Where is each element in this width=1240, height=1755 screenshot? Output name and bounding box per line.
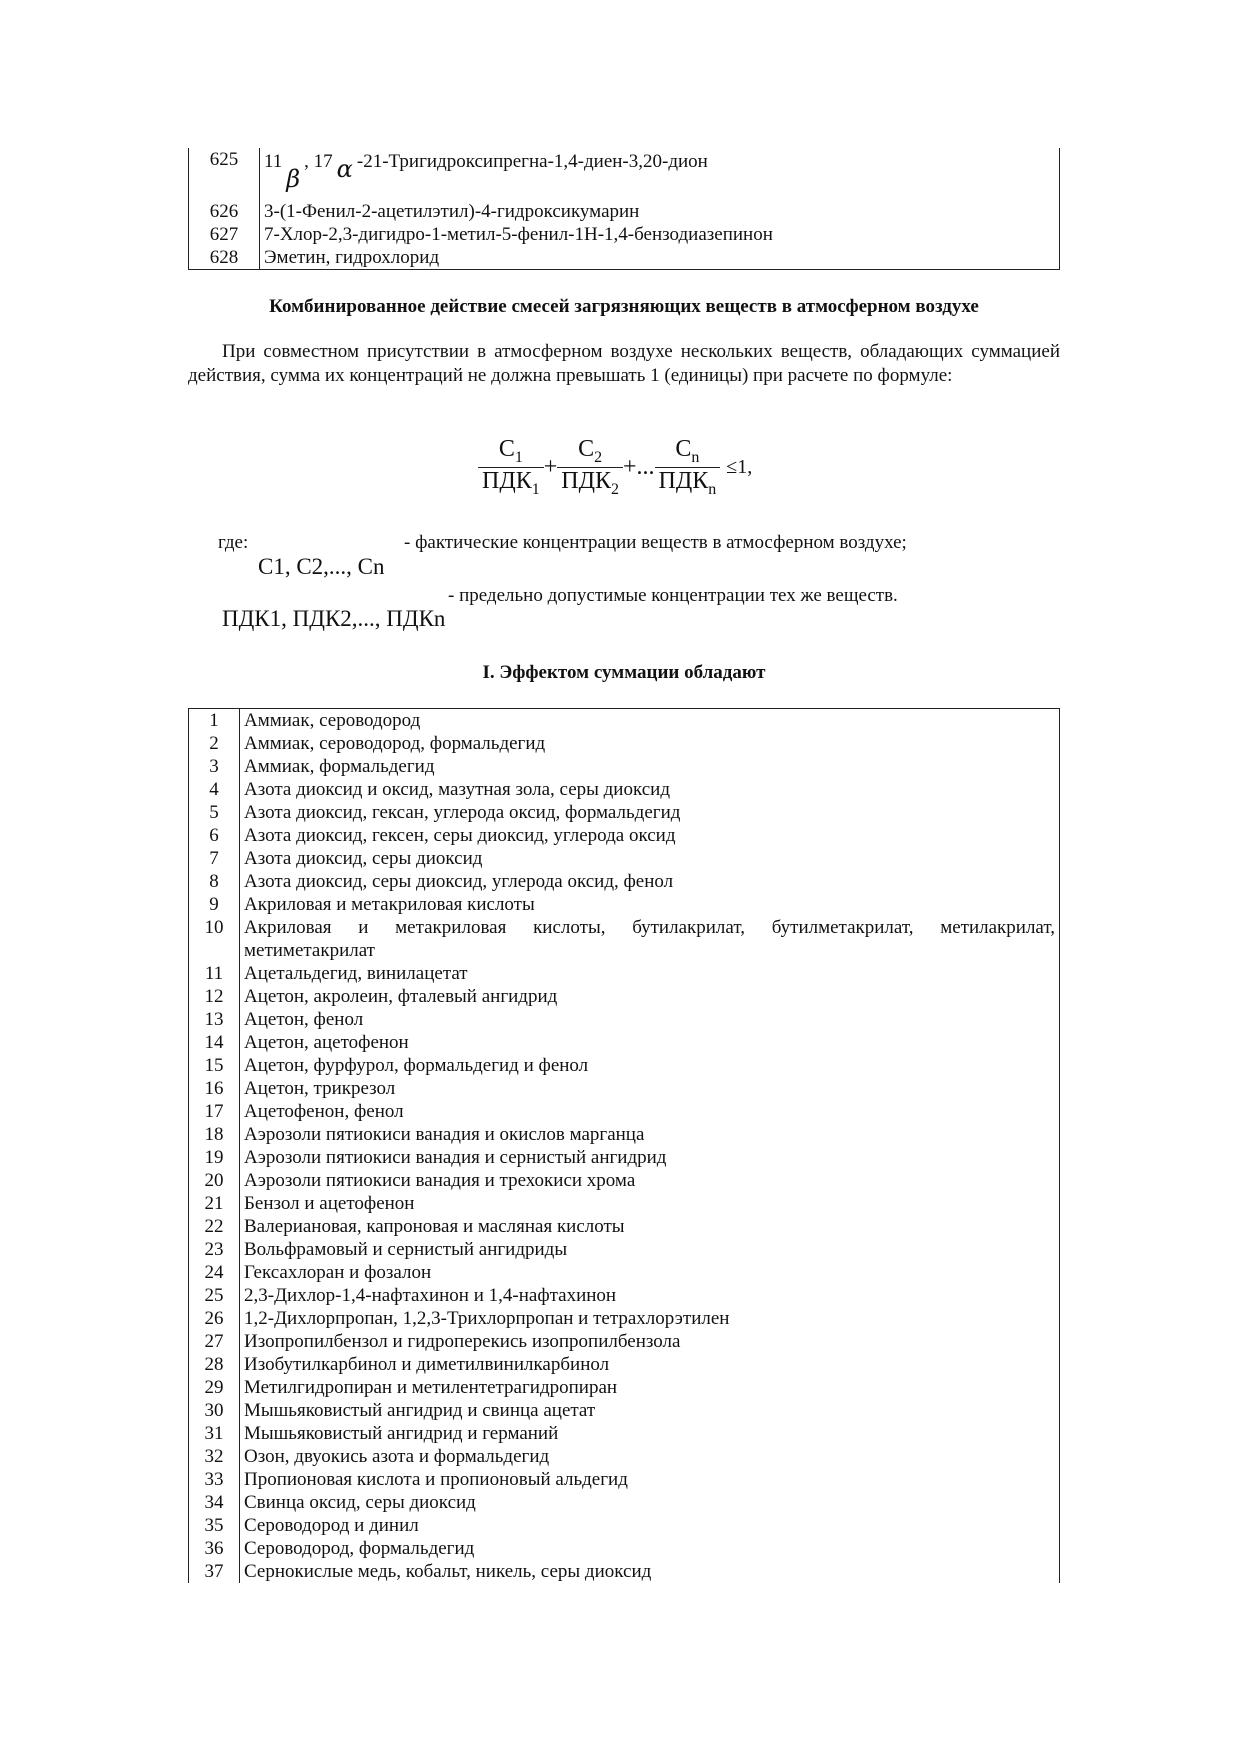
plus-sign: + bbox=[543, 453, 558, 480]
row-number: 12 bbox=[189, 985, 240, 1008]
plus-ellipsis: +... bbox=[622, 453, 655, 480]
row-number: 6 bbox=[189, 824, 240, 847]
substance-name bbox=[260, 148, 1060, 200]
substance-name: Озон, двуокись азота и формальдегид bbox=[244, 1446, 550, 1467]
table-row bbox=[189, 1422, 1060, 1445]
row-number: 23 bbox=[189, 1238, 240, 1261]
row-number: 627 bbox=[189, 223, 260, 246]
table-row bbox=[189, 709, 1060, 733]
table-row bbox=[189, 1192, 1060, 1215]
substance-name: Бензол и ацетофенон bbox=[244, 1193, 415, 1214]
substance-name: Ацетон, трикрезол bbox=[244, 1078, 396, 1099]
row-number: 27 bbox=[189, 1330, 240, 1353]
row-number: 628 bbox=[189, 246, 260, 270]
row-number: 16 bbox=[189, 1077, 240, 1100]
pdk-symbol: ПДК bbox=[658, 467, 709, 494]
table-row bbox=[189, 1031, 1060, 1054]
row-number: 626 bbox=[189, 200, 260, 223]
row-number: 37 bbox=[189, 1560, 240, 1583]
table-row bbox=[189, 1284, 1060, 1307]
table-row bbox=[189, 148, 1060, 200]
row-number: 22 bbox=[189, 1215, 240, 1238]
table-row bbox=[189, 1445, 1060, 1468]
text-part: , 17 bbox=[304, 151, 333, 172]
table-row bbox=[189, 801, 1060, 824]
table-row bbox=[189, 1238, 1060, 1261]
row-number: 20 bbox=[189, 1169, 240, 1192]
substance-name: Изобутилкарбинол и диметилвинилкарбинол bbox=[244, 1354, 610, 1375]
c-symbol: C bbox=[578, 436, 595, 462]
substance-name: Ацетон, фенол bbox=[244, 1009, 364, 1030]
table-row bbox=[189, 847, 1060, 870]
subheading: I. Эффектом суммации обладают bbox=[482, 662, 766, 683]
substances-table-continued bbox=[188, 148, 1060, 270]
substance-name: Азота диоксид, гексен, серы диоксид, углерода оксид bbox=[244, 825, 676, 846]
table-row bbox=[189, 755, 1060, 778]
substance-name: Сероводород, формальдегид bbox=[244, 1538, 475, 1559]
row-number: 15 bbox=[189, 1054, 240, 1077]
substance-name: 7-Хлор-2,3-дигидро-1-метил-5-фенил-1H-1,4-бензодиазепинон bbox=[264, 224, 773, 245]
substance-name: Азота диоксид, серы диоксид bbox=[244, 848, 483, 869]
row-number: 34 bbox=[189, 1491, 240, 1514]
substance-name: Мышьяковистый ангидрид и германий bbox=[244, 1423, 559, 1444]
row-number: 35 bbox=[189, 1514, 240, 1537]
table-row bbox=[189, 1468, 1060, 1491]
substance-name: Мышьяковистый ангидрид и свинца ацетат bbox=[244, 1400, 596, 1421]
substance-name: 3-(1-Фенил-2-ацетилэтил)-4-гидроксикумарин bbox=[264, 201, 640, 222]
table-row bbox=[189, 1054, 1060, 1077]
alpha-symbol: α bbox=[336, 155, 353, 183]
pdk-symbol: ПДК bbox=[561, 467, 611, 494]
c-list: C1, C2,..., Cn bbox=[258, 554, 385, 579]
table-row bbox=[189, 1100, 1060, 1123]
substance-name: Ацетальдегид, винилацетат bbox=[244, 963, 468, 984]
substance-name: 1,2-Дихлорпропан, 1,2,3-Трихлорпропан и тетрахлорэтилен bbox=[244, 1308, 730, 1329]
table-row bbox=[189, 1169, 1060, 1192]
table-row bbox=[189, 985, 1060, 1008]
table-row bbox=[189, 1008, 1060, 1031]
table-row bbox=[189, 1261, 1060, 1284]
row-number: 32 bbox=[189, 1445, 240, 1468]
table-row bbox=[189, 824, 1060, 847]
substance-name: Гексахлоран и фозалон bbox=[244, 1262, 432, 1283]
substance-name: Азота диоксид, гексан, углерода оксид, формальдегид bbox=[244, 802, 681, 823]
pdk-list: ПДК1, ПДК2,..., ПДКn bbox=[222, 606, 446, 631]
table-row bbox=[189, 1215, 1060, 1238]
subscript: 1 bbox=[531, 480, 540, 498]
pdk-description: - предельно допустимые концентрации тех же веществ. bbox=[448, 585, 898, 606]
table-row bbox=[189, 916, 1060, 962]
substance-name: Азота диоксид и оксид, мазутная зола, серы диоксид bbox=[244, 779, 670, 800]
substance-name: Метилгидропиран и метилентетрагидропиран bbox=[244, 1377, 618, 1398]
row-number: 13 bbox=[189, 1008, 240, 1031]
table-row bbox=[189, 1560, 1060, 1583]
row-number: 26 bbox=[189, 1307, 240, 1330]
row-number: 36 bbox=[189, 1537, 240, 1560]
table-row bbox=[189, 1146, 1060, 1169]
substance-name: Ацетон, ацетофенон bbox=[244, 1032, 409, 1053]
table-row bbox=[189, 223, 1060, 246]
row-number: 30 bbox=[189, 1399, 240, 1422]
row-number: 7 bbox=[189, 847, 240, 870]
pdk-symbol: ПДК bbox=[482, 467, 532, 494]
row-number: 8 bbox=[189, 870, 240, 893]
substance-name: Акриловая и метакриловая кислоты bbox=[244, 894, 535, 915]
table-row bbox=[189, 1491, 1060, 1514]
summation-formula bbox=[478, 436, 752, 499]
beta-symbol: β bbox=[286, 165, 301, 193]
table-row bbox=[189, 778, 1060, 801]
table-row bbox=[189, 200, 1060, 223]
substance-name: Ацетон, акролеин, фталевый ангидрид bbox=[244, 986, 558, 1007]
row-number: 17 bbox=[189, 1100, 240, 1123]
table-row bbox=[189, 1376, 1060, 1399]
row-number: 24 bbox=[189, 1261, 240, 1284]
substance-name: Сероводород и динил bbox=[244, 1515, 419, 1536]
row-number: 18 bbox=[189, 1123, 240, 1146]
row-number: 3 bbox=[189, 755, 240, 778]
row-number: 1 bbox=[189, 709, 240, 733]
row-number: 28 bbox=[189, 1353, 240, 1376]
table-row bbox=[189, 962, 1060, 985]
subscript: 2 bbox=[610, 480, 619, 498]
fraction-n bbox=[655, 436, 721, 499]
row-number: 31 bbox=[189, 1422, 240, 1445]
fraction-2 bbox=[557, 436, 623, 499]
substance-name: Азота диоксид, серы диоксид, углерода оксид, фенол bbox=[244, 871, 674, 892]
row-number: 5 bbox=[189, 801, 240, 824]
substance-name: Изопропилбензол и гидроперекись изопропилбензола bbox=[244, 1331, 681, 1352]
fraction-1 bbox=[478, 436, 544, 499]
substance-name: Аммиак, сероводород bbox=[244, 710, 421, 731]
c-symbol: C bbox=[498, 436, 515, 462]
table-row bbox=[189, 870, 1060, 893]
table-row bbox=[189, 893, 1060, 916]
row-number: 14 bbox=[189, 1031, 240, 1054]
substance-name: Сернокислые медь, кобальт, никель, серы диоксид bbox=[244, 1561, 652, 1582]
subscript: 2 bbox=[594, 448, 603, 466]
table-row bbox=[189, 1537, 1060, 1560]
substance-name: Свинца оксид, серы диоксид bbox=[244, 1492, 476, 1513]
table-row bbox=[189, 1399, 1060, 1422]
c-symbol: C bbox=[675, 436, 692, 462]
row-number: 2 bbox=[189, 732, 240, 755]
row-number: 25 bbox=[189, 1284, 240, 1307]
table-row bbox=[189, 246, 1060, 270]
row-number: 4 bbox=[189, 778, 240, 801]
c-description: - фактические концентрации веществ в атмосферном воздухе; bbox=[404, 532, 907, 553]
row-number: 625 bbox=[189, 148, 260, 200]
row-number: 33 bbox=[189, 1468, 240, 1491]
table-row bbox=[189, 1077, 1060, 1100]
substance-name: Ацетофенон, фенол bbox=[244, 1101, 404, 1122]
substance-name: 2,3-Дихлор-1,4-нафтахинон и 1,4-нафтахинон bbox=[244, 1285, 617, 1306]
where-label: где: bbox=[218, 532, 249, 553]
subscript: n bbox=[691, 448, 700, 466]
text-part: 11 bbox=[264, 151, 283, 172]
substance-name: Аммиак, сероводород, формальдегид bbox=[244, 733, 546, 754]
body-paragraph: При совместном присутствии в атмосферном воздухе нескольких веществ, обладающих суммацией действия, сумма их концентраций не должна превышать 1 (единицы) при расчете по формуле: bbox=[188, 341, 1060, 386]
section-heading: Комбинированное действие смесей загрязняющих веществ в атмосферном воздухе bbox=[269, 296, 979, 317]
substance-name: Акриловая и метакриловая кислоты, бутилакрилат, бутилметакрилат, метилакрилат, метиметакрилат bbox=[244, 917, 1055, 961]
leq-one: ≤1, bbox=[726, 455, 753, 478]
substance-name: Пропионовая кислота и пропионовый альдегид bbox=[244, 1469, 628, 1490]
subscript: n bbox=[708, 480, 717, 498]
row-number: 11 bbox=[189, 962, 240, 985]
row-number: 29 bbox=[189, 1376, 240, 1399]
substance-name: Аммиак, формальдегид bbox=[244, 756, 435, 777]
table-row bbox=[189, 732, 1060, 755]
table-row bbox=[189, 1514, 1060, 1537]
substance-name: Эметин, гидрохлорид bbox=[264, 247, 440, 268]
row-number: 19 bbox=[189, 1146, 240, 1169]
table-row bbox=[189, 1353, 1060, 1376]
table-row bbox=[189, 1123, 1060, 1146]
substance-name: Аэрозоли пятиокиси ванадия и трехокиси хрома bbox=[244, 1170, 636, 1191]
table-row bbox=[189, 1307, 1060, 1330]
substance-name: Ацетон, фурфурол, формальдегид и фенол bbox=[244, 1055, 589, 1076]
substance-name: Аэрозоли пятиокиси ванадия и сернистый ангидрид bbox=[244, 1147, 667, 1168]
row-number: 9 bbox=[189, 893, 240, 916]
row-number: 21 bbox=[189, 1192, 240, 1215]
row-number: 10 bbox=[189, 916, 240, 962]
text-part: -21-Тригидроксипрегна-1,4-диен-3,20-дион bbox=[356, 151, 708, 172]
summation-table bbox=[188, 708, 1060, 1583]
substance-name: Валериановая, капроновая и масляная кислоты bbox=[244, 1216, 625, 1237]
substance-name: Аэрозоли пятиокиси ванадия и окислов марганца bbox=[244, 1124, 645, 1145]
substance-name: Вольфрамовый и сернистый ангидриды bbox=[244, 1239, 568, 1260]
subscript: 1 bbox=[514, 448, 523, 466]
table-row bbox=[189, 1330, 1060, 1353]
